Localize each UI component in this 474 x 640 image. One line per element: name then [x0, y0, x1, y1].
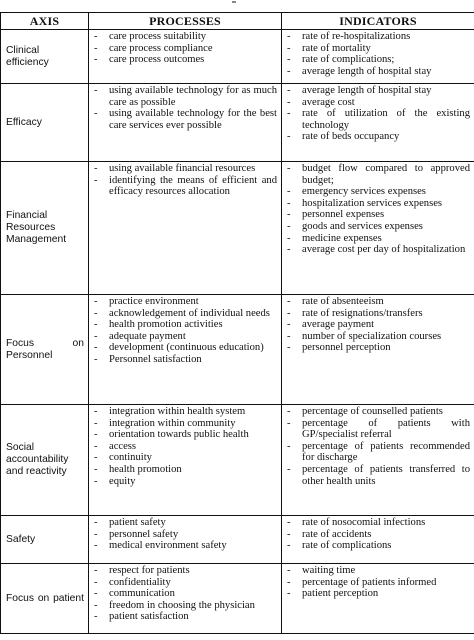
- list-item: - using available technology for as much care as possible: [89, 85, 277, 108]
- list-item: - rate of absenteeism: [282, 296, 470, 308]
- list-item: - percentage of patients informed: [282, 577, 470, 589]
- list-item: - personnel safety: [89, 529, 277, 541]
- table-row: [1, 295, 474, 405]
- list-item: - health promotion activities: [89, 319, 277, 331]
- processes-cell: [89, 30, 282, 84]
- processes-cell: [89, 162, 282, 295]
- list-item: - rate of complications;: [282, 54, 470, 66]
- processes-cell: [89, 295, 282, 405]
- table-row: [1, 30, 474, 84]
- list-item: - percentage of patients with GP/specialist referral: [282, 418, 470, 441]
- list-item: - personnel expenses: [282, 209, 470, 221]
- list-item: - development (continuous education): [89, 342, 277, 354]
- axis-label: Financial Resources Management: [6, 210, 67, 245]
- list-item: - using available financial resources: [89, 163, 277, 175]
- indicators-cell: [282, 162, 474, 295]
- table-header-row: [1, 13, 474, 30]
- table-row: [1, 84, 474, 162]
- indicators-cell: [282, 30, 474, 84]
- list-item: - using available technology for the best care services ever possible: [89, 108, 277, 131]
- list-item: - rate of mortality: [282, 43, 470, 55]
- axis-cell: [1, 84, 89, 162]
- list-item: - medicine expenses: [282, 233, 470, 245]
- axis-cell: [1, 405, 89, 516]
- list-item: - respect for patients: [89, 565, 277, 577]
- list-item: - patient safety: [89, 517, 277, 529]
- page-top-mark: [232, 1, 236, 3]
- axes-processes-indicators-table: [0, 12, 474, 634]
- processes-cell: [89, 516, 282, 564]
- list-item: - budget flow compared to approved budget;: [282, 163, 470, 186]
- list-item: - rate of complications: [282, 540, 470, 552]
- list-item: - communication: [89, 588, 277, 600]
- axis-cell: [1, 295, 89, 405]
- table-row: [1, 405, 474, 516]
- list-item: - practice environment: [89, 296, 277, 308]
- list-item: - rate of beds occupancy: [282, 131, 470, 143]
- indicators-cell: [282, 516, 474, 564]
- list-item: - rate of accidents: [282, 529, 470, 541]
- header-axis: AXIS: [1, 13, 89, 30]
- list-item: - rate of resignations/transfers: [282, 308, 470, 320]
- table-row: [1, 162, 474, 295]
- list-item: - average payment: [282, 319, 470, 331]
- list-item: - equity: [89, 476, 277, 488]
- list-item: - adequate payment: [89, 331, 277, 343]
- list-item: - number of specialization courses: [282, 331, 470, 343]
- list-item: - percentage of patients transferred to other health units: [282, 464, 470, 487]
- header-indicators: INDICATORS: [282, 13, 474, 30]
- axis-label: Focus on Personnel: [6, 337, 84, 361]
- list-item: - goods and services expenses: [282, 221, 470, 233]
- axis-label: Efficacy: [6, 116, 42, 128]
- indicators-cell: [282, 84, 474, 162]
- list-item: - care process suitability: [89, 31, 277, 43]
- list-item: - patient satisfaction: [89, 611, 277, 623]
- list-item: - percentage of patients recommended for discharge: [282, 441, 470, 464]
- list-item: - hospitalization services expenses: [282, 198, 470, 210]
- header-processes: PROCESSES: [89, 13, 282, 30]
- list-item: - emergency services expenses: [282, 186, 470, 198]
- list-item: - care process outcomes: [89, 54, 277, 66]
- indicators-cell: [282, 405, 474, 516]
- processes-cell: [89, 564, 282, 634]
- list-item: - average length of hospital stay: [282, 85, 470, 97]
- list-item: - average length of hospital stay: [282, 66, 470, 78]
- axis-cell: [1, 516, 89, 564]
- list-item: - rate of re-hospitalizations: [282, 31, 470, 43]
- axis-label: Focus on patient: [6, 592, 84, 604]
- list-item: - continuity: [89, 452, 277, 464]
- list-item: - orientation towards public health: [89, 429, 277, 441]
- axis-label: Social accountability and reactivity: [6, 442, 69, 477]
- list-item: - freedom in choosing the physician: [89, 600, 277, 612]
- axis-cell: [1, 564, 89, 634]
- list-item: - health promotion: [89, 464, 277, 476]
- table-row: [1, 516, 474, 564]
- processes-cell: [89, 405, 282, 516]
- indicators-cell: [282, 295, 474, 405]
- indicators-cell: [282, 564, 474, 634]
- axis-cell: [1, 30, 89, 84]
- list-item: - percentage of counselled patients: [282, 406, 470, 418]
- list-item: - personnel perception: [282, 342, 470, 354]
- list-item: - integration within health system: [89, 406, 277, 418]
- axis-label: Safety: [6, 533, 36, 545]
- table-row: [1, 564, 474, 634]
- axis-label: Clinical efficiency: [6, 44, 49, 68]
- list-item: - care process compliance: [89, 43, 277, 55]
- processes-cell: [89, 84, 282, 162]
- list-item: - waiting time: [282, 565, 470, 577]
- list-item: - confidentiality: [89, 577, 277, 589]
- list-item: - average cost per day of hospitalization: [282, 244, 470, 256]
- list-item: - patient perception: [282, 588, 470, 600]
- list-item: - identifying the means of efficient and efficacy resources allocation: [89, 175, 277, 198]
- list-item: - medical environment safety: [89, 540, 277, 552]
- list-item: - average cost: [282, 97, 470, 109]
- list-item: - Personnel satisfaction: [89, 354, 277, 366]
- list-item: - access: [89, 441, 277, 453]
- axis-cell: [1, 162, 89, 295]
- list-item: - integration within community: [89, 418, 277, 430]
- list-item: - acknowledgement of individual needs: [89, 308, 277, 320]
- list-item: - rate of utilization of the existing technology: [282, 108, 470, 131]
- list-item: - rate of nosocomial infections: [282, 517, 470, 529]
